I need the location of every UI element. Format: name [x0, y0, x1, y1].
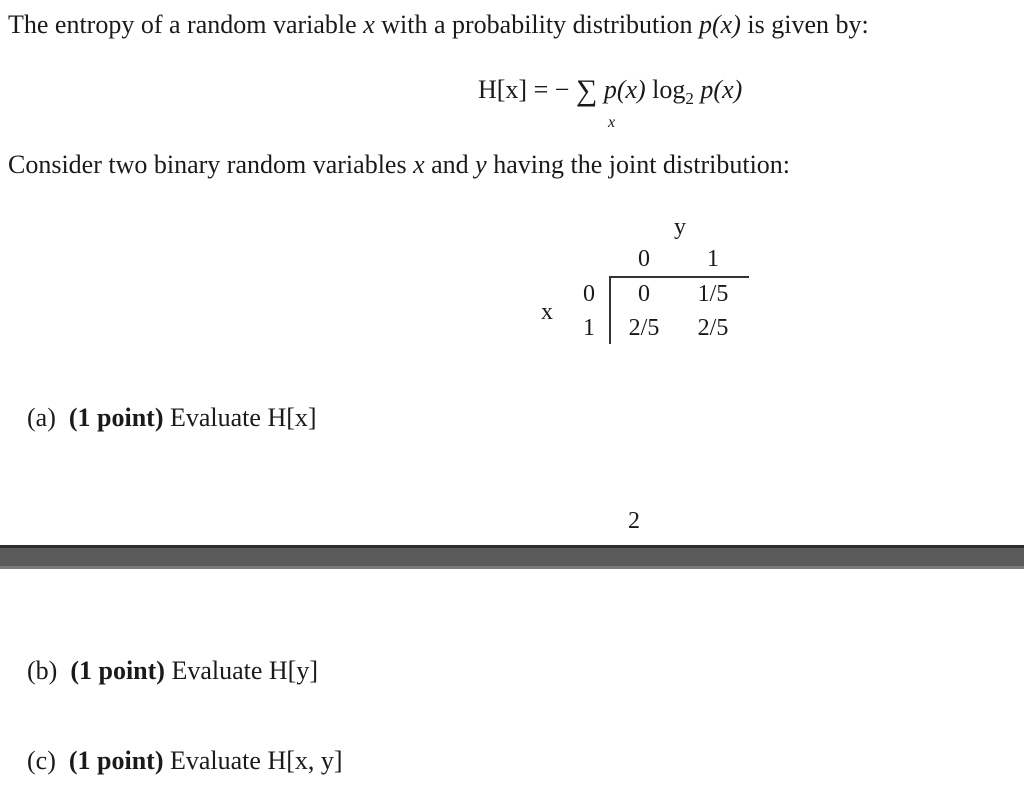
table-column-variable: y	[674, 214, 686, 240]
question-b-label: (b)	[27, 656, 58, 685]
formula-log-base: 2	[685, 89, 694, 108]
consider-sentence	[8, 152, 790, 178]
question-c	[27, 748, 343, 774]
table-col-header-1: 1	[707, 246, 719, 272]
question-a-expr: H[x]	[267, 403, 317, 432]
table-row-header-0: 0	[583, 281, 595, 307]
page-break-top-edge	[0, 545, 1024, 548]
table-cell-1-1: 2/5	[697, 315, 729, 341]
formula-term-2: p(x)	[700, 75, 743, 104]
intro-text-2: with a probability distribution	[381, 10, 693, 39]
table-header-rule	[610, 276, 749, 278]
entropy-formula	[478, 74, 743, 108]
question-b	[27, 658, 318, 684]
question-c-points: (1 point)	[68, 746, 164, 775]
question-a	[27, 405, 317, 431]
intro-px: p(x)	[699, 10, 741, 39]
intro-sentence	[8, 12, 869, 38]
consider-and: and	[431, 150, 469, 179]
consider-var-y: y	[475, 150, 487, 179]
table-row-variable: x	[541, 299, 553, 325]
question-a-points: (1 point)	[68, 403, 164, 432]
sigma-symbol: ∑	[575, 74, 598, 107]
question-b-points: (1 point)	[70, 656, 165, 685]
consider-text-2: having the joint distribution:	[493, 150, 791, 179]
consider-var-x: x	[413, 150, 425, 179]
question-b-expr: H[y]	[268, 656, 318, 685]
formula-log: log	[652, 75, 686, 104]
formula-term-1: p(x)	[603, 75, 646, 104]
consider-text-1: Consider two binary random variables	[8, 150, 407, 179]
table-row-rule	[609, 276, 611, 344]
question-c-text: Evaluate	[169, 746, 261, 775]
table-cell-1-0: 2/5	[628, 315, 660, 341]
formula-lhs: H[x] = −	[478, 75, 570, 104]
page-number: 2	[628, 508, 640, 534]
question-c-expr: H[x, y]	[267, 746, 343, 775]
question-a-text: Evaluate	[169, 403, 261, 432]
question-a-label: (a)	[27, 403, 56, 432]
intro-text-1: The entropy of a random variable	[8, 10, 357, 39]
intro-text-3: is given by:	[747, 10, 869, 39]
table-row-header-1: 1	[583, 315, 595, 341]
sum-index: x	[608, 114, 616, 131]
table-cell-0-0: 0	[638, 281, 650, 307]
question-b-text: Evaluate	[171, 656, 263, 685]
question-c-label: (c)	[27, 746, 56, 775]
table-col-header-0: 0	[638, 246, 650, 272]
intro-var-x: x	[363, 10, 375, 39]
page-break-bottom-edge	[0, 566, 1024, 569]
table-cell-0-1: 1/5	[697, 281, 729, 307]
